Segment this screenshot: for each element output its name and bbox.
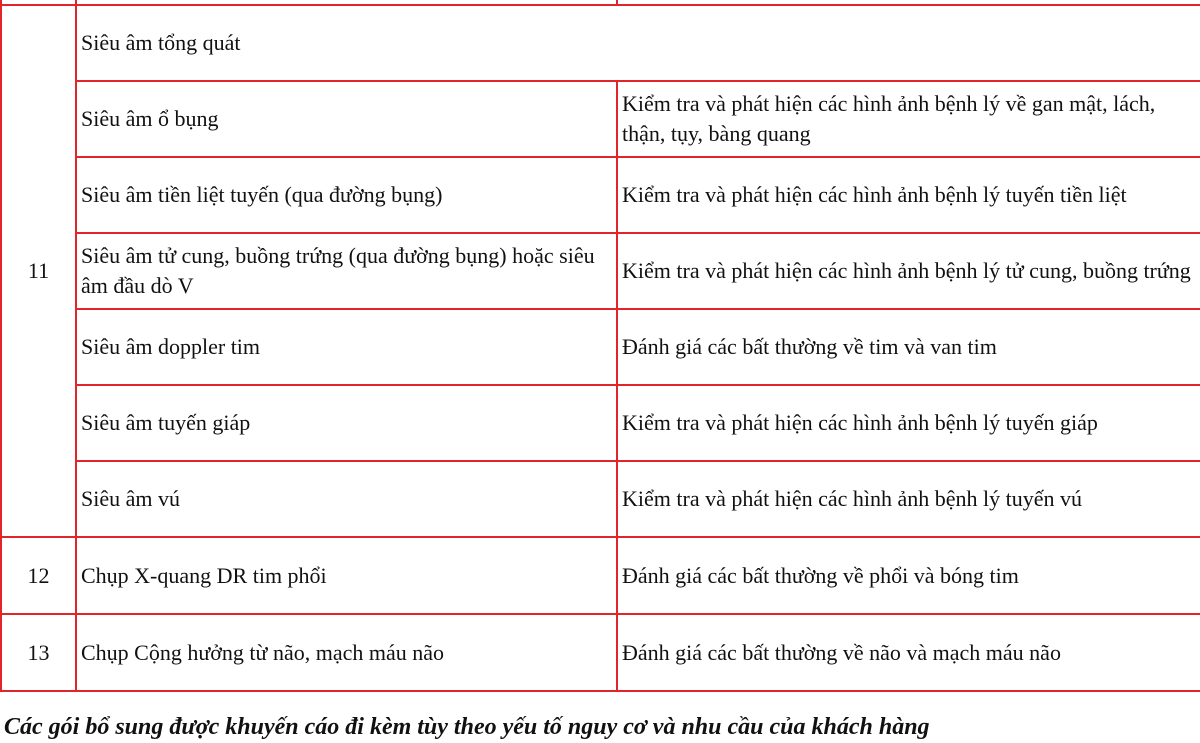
service-name: Siêu âm doppler tim — [76, 309, 617, 385]
row-number-11: 11 — [1, 5, 76, 537]
service-name: Siêu âm tiền liệt tuyến (qua đường bụng) — [76, 157, 617, 233]
service-name: Chụp Cộng hưởng từ não, mạch máu não — [76, 614, 617, 691]
row-number-12: 12 — [1, 537, 76, 614]
table-row — [1, 614, 1200, 691]
service-description: Kiểm tra và phát hiện các hình ảnh bệnh lý về gan mật, lách, thận, tụy, bàng quang — [617, 81, 1200, 157]
table-row — [1, 309, 1200, 385]
table-row — [1, 537, 1200, 614]
table-row — [1, 157, 1200, 233]
service-name: Siêu âm tử cung, buồng trứng (qua đường bụng) hoặc siêu âm đầu dò V — [76, 233, 617, 309]
service-description: Kiểm tra và phát hiện các hình ảnh bệnh lý tử cung, buồng trứng — [617, 233, 1200, 309]
table-row — [1, 81, 1200, 157]
service-name: Siêu âm tuyến giáp — [76, 385, 617, 461]
service-description: Kiểm tra và phát hiện các hình ảnh bệnh lý tuyến giáp — [617, 385, 1200, 461]
table-row — [1, 461, 1200, 537]
service-description: Kiểm tra và phát hiện các hình ảnh bệnh lý tuyến vú — [617, 461, 1200, 537]
table-row — [1, 233, 1200, 309]
table-row-group-header — [1, 5, 1200, 81]
service-name: Chụp X-quang DR tim phổi — [76, 537, 617, 614]
service-description: Đánh giá các bất thường về não và mạch máu não — [617, 614, 1200, 691]
service-name: Siêu âm vú — [76, 461, 617, 537]
row-number-13: 13 — [1, 614, 76, 691]
service-description: Đánh giá các bất thường về phổi và bóng tim — [617, 537, 1200, 614]
service-name: Siêu âm ổ bụng — [76, 81, 617, 157]
group-header-general-ultrasound: Siêu âm tổng quát — [76, 5, 1200, 81]
service-description: Đánh giá các bất thường về tim và van tim — [617, 309, 1200, 385]
service-description: Kiểm tra và phát hiện các hình ảnh bệnh lý tuyến tiền liệt — [617, 157, 1200, 233]
table-row — [1, 385, 1200, 461]
footer-note: Các gói bổ sung được khuyến cáo đi kèm tùy theo yếu tố nguy cơ và nhu cầu của khách hàng — [4, 714, 930, 740]
